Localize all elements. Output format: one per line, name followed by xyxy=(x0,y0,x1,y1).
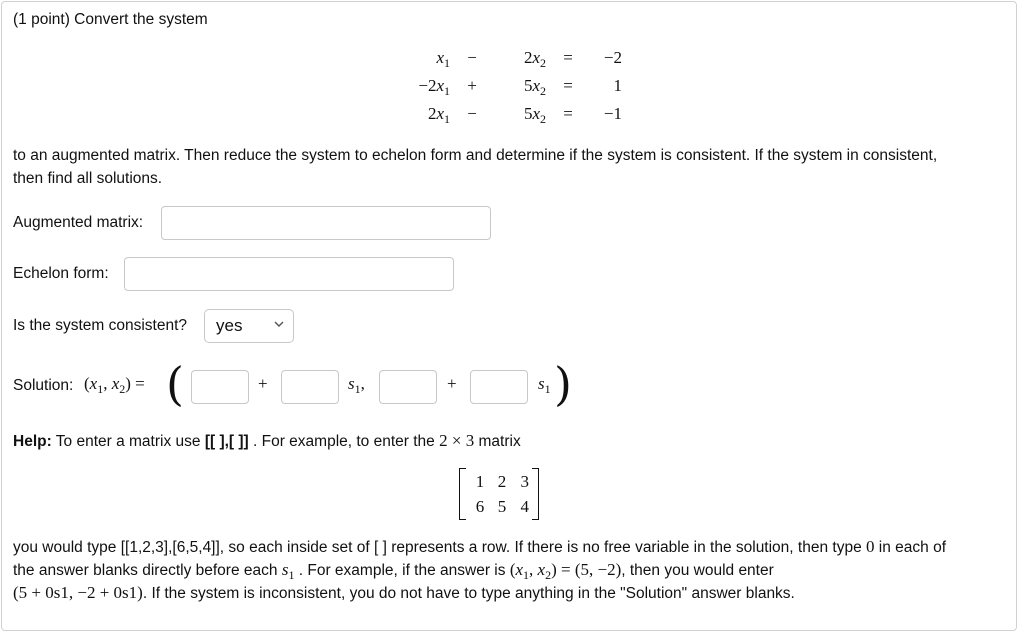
help-explanation-line-3: (5 + 0s1, −2 + 0s1). If the system is inconsistent, you do not have to type anything in the "Solution" answer blanks. xyxy=(13,583,795,602)
solution-x1-coefficient-input[interactable] xyxy=(281,370,339,404)
help-explanation-line-2: the answer blanks directly before each $s_1$ . For example, if the answer is ($x_1$, $x_2) = (5$, −2), then you would enter xyxy=(13,560,774,582)
equation-row-2: $-2x_1$ + $5x_2$ = 1 xyxy=(418,76,622,98)
free-variable-s1-second: $s_1$ xyxy=(538,374,551,396)
echelon-form-label: Echelon form: xyxy=(13,265,109,282)
chevron-down-icon xyxy=(273,318,285,330)
plus-sign-2: + xyxy=(447,374,457,393)
echelon-form-input[interactable] xyxy=(124,257,454,291)
instruction-line-1: to an augmented matrix. Then reduce the system to echelon form and determine if the system is consistent. If the system in consistent, xyxy=(13,147,938,164)
equation-system xyxy=(400,44,622,128)
problem-card xyxy=(1,1,1017,631)
help-bold-label: Help: xyxy=(13,433,52,450)
augmented-matrix-input[interactable] xyxy=(161,206,491,240)
matrix-dims: 2 × 3 xyxy=(439,431,475,450)
plus-sign-1: + xyxy=(258,374,268,393)
solution-close-paren: ) xyxy=(554,357,572,411)
matrix-left-bracket xyxy=(459,468,466,520)
solution-open-paren: ( xyxy=(166,357,184,411)
solution-label: Solution: xyxy=(13,377,74,394)
help-explanation-line-1: you would type [[1,2,3],[6,5,4]], so each inside set of [ ] represents a row. If there is no free variable in the solution, then type 0 in each of xyxy=(13,537,947,556)
solution-x2-coefficient-input[interactable] xyxy=(470,370,528,404)
example-enter: (5 + 0s1, −2 + 0s1) xyxy=(13,583,143,602)
solution-vars: ($x_1$, $x_2$) = xyxy=(84,374,145,396)
solution-x1-constant-input[interactable] xyxy=(191,370,249,404)
free-variable-s1-first: $s_1$, xyxy=(348,374,365,396)
solution-x2-constant-input[interactable] xyxy=(379,370,437,404)
instruction-line-2: then find all solutions. xyxy=(13,170,163,187)
equation-row-1: $x_1$ − $2x_2$ = −2 xyxy=(436,48,622,70)
example-matrix xyxy=(459,468,539,520)
consistent-label: Is the system consistent? xyxy=(13,317,188,334)
matrix-syntax: [[ ],[ ]] xyxy=(204,433,249,450)
augmented-matrix-label: Augmented matrix: xyxy=(13,214,144,231)
consistent-selected-value: yes xyxy=(216,316,243,335)
problem-intro: (1 point) Convert the system xyxy=(13,11,208,28)
help-line: Help: To enter a matrix use [[ ],[ ]] . For example, to enter the 2 × 3 matrix xyxy=(13,431,521,450)
consistent-select[interactable] xyxy=(204,309,294,343)
matrix-right-bracket xyxy=(532,468,539,520)
matrix-entries: 1 2 3 6 5 4 xyxy=(475,471,529,516)
equation-row-3: $2x_1$ − $5x_2$ = −1 xyxy=(427,104,622,126)
